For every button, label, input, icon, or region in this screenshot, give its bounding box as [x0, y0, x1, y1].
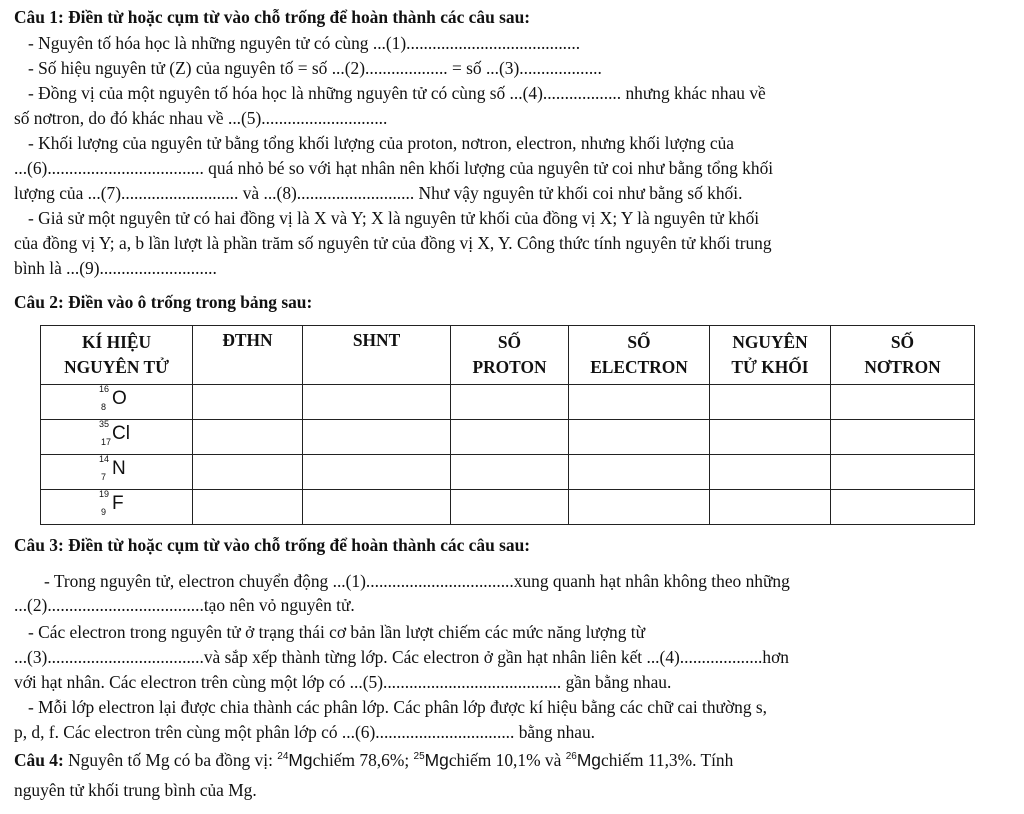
header-atomic-mass: NGUYÊN TỬ KHỐI	[710, 326, 831, 385]
q4-text-a: Nguyên tố Mg có ba đồng vị:	[63, 750, 278, 770]
symbol-cell	[41, 385, 193, 420]
q4-iso1-text: chiếm 78,6%;	[312, 750, 414, 770]
blank-cell[interactable]	[831, 490, 975, 525]
blank-cell[interactable]	[303, 385, 451, 420]
q4-line-1	[14, 752, 733, 769]
isotope-mg-24: $^{24}$Mg	[277, 750, 313, 770]
q1-line-10: bình là ...(9)...........................	[14, 258, 217, 278]
blank-cell[interactable]	[831, 455, 975, 490]
q1-line-5: - Khối lượng của nguyên tử bằng tổng khối lượng của proton, nơtron, electron, nhưng khối lượng của	[28, 133, 734, 153]
header-nuclear-charge: ĐTHN	[193, 326, 303, 385]
symbol-cell	[41, 490, 193, 525]
q3-line-6: - Mỗi lớp electron lại được chia thành các phân lớp. Các phân lớp được kí hiệu bằng các chữ cai thường s,	[28, 697, 767, 717]
blank-cell[interactable]	[303, 420, 451, 455]
q3-line-7: p, d, f. Các electron trên cùng một phân lớp có ...(6)................................ bằng nhau.	[14, 722, 596, 742]
q1-line-1: - Nguyên tố hóa học là những nguyên tử có cùng ...(1)........................................	[28, 33, 581, 53]
header-proton-count: SỐ PROTON	[451, 326, 569, 385]
isotope-mg-26: $^{26}$Mg	[565, 750, 601, 770]
q1-line-8: - Giả sử một nguyên tử có hai đồng vị là X và Y; X là nguyên tử khối của đồng vị X; Y là nguyên tử khối	[28, 208, 760, 228]
q3-line-5: với hạt nhân. Các electron trên cùng một lớp có ...(5)......................................... gần bằng nhau.	[14, 672, 672, 692]
atom-table	[40, 325, 975, 525]
blank-cell[interactable]	[451, 490, 569, 525]
blank-cell[interactable]	[831, 385, 975, 420]
q4-iso2-text: chiếm 10,1% và	[448, 750, 566, 770]
header-electron-count: SỐ ELECTRON	[569, 326, 710, 385]
q1-line-7: lượng của ...(7)........................... và ...(8)........................... Như vậy nguyên tử khối coi như bằng số khối.	[14, 183, 743, 203]
q3-title: Câu 3: Điền từ hoặc cụm từ vào chỗ trống để hoàn thành các câu sau:	[14, 535, 531, 555]
symbol-cell	[41, 455, 193, 490]
blank-cell[interactable]	[569, 490, 710, 525]
q4-label: Câu 4:	[14, 750, 64, 770]
blank-cell[interactable]	[451, 455, 569, 490]
blank-cell[interactable]	[193, 385, 303, 420]
blank-cell[interactable]	[303, 455, 451, 490]
blank-cell[interactable]	[451, 385, 569, 420]
isotope-symbol-cl: 35 17 Cl	[99, 419, 130, 448]
q3-line-3: - Các electron trong nguyên tử ở trạng thái cơ bản lần lượt chiếm các mức năng lượng từ	[28, 622, 646, 642]
blank-cell[interactable]	[710, 385, 831, 420]
q2-title: Câu 2: Điền vào ô trống trong bảng sau:	[14, 292, 313, 312]
header-atomic-number: SHNT	[303, 326, 451, 385]
header-neutron-count: SỐ NƠTRON	[831, 326, 975, 385]
isotope-symbol-f: 19 9 F	[99, 489, 124, 518]
blank-cell[interactable]	[831, 420, 975, 455]
q1-line-6: ...(6).................................... quá nhỏ bé so với hạt nhân nên khối lượng của nguyên tử coi như bằng tổng khối	[14, 158, 774, 178]
blank-cell[interactable]	[303, 490, 451, 525]
blank-cell[interactable]	[193, 490, 303, 525]
blank-cell[interactable]	[569, 455, 710, 490]
header-symbol: KÍ HIỆU NGUYÊN TỬ	[41, 326, 193, 385]
q4-iso3-text: chiếm 11,3%. Tính	[600, 750, 734, 770]
blank-cell[interactable]	[710, 420, 831, 455]
isotope-mg-25: $^{25}$Mg	[413, 750, 449, 770]
q1-line-3: - Đồng vị của một nguyên tố hóa học là những nguyên tử có cùng số ...(4).................. nhưng khác nhau về	[28, 83, 766, 103]
blank-cell[interactable]	[451, 420, 569, 455]
q1-line-2: - Số hiệu nguyên tử (Z) của nguyên tố = số ...(2)................... = số ...(3)...................	[28, 58, 602, 78]
q1-line-9: của đồng vị Y; a, b lần lượt là phần trăm số nguyên tử của đồng vị X, Y. Công thức tính nguyên tử khối trung	[14, 233, 772, 253]
table-row	[41, 385, 975, 420]
q3-line-1: - Trong nguyên tử, electron chuyển động ...(1)..................................xung quanh hạt nhân không theo những	[44, 571, 790, 591]
blank-cell[interactable]	[193, 455, 303, 490]
symbol-cell	[41, 420, 193, 455]
table-row	[41, 455, 975, 490]
table-row	[41, 420, 975, 455]
q4-line-2: nguyên tử khối trung bình của Mg.	[14, 780, 257, 800]
blank-cell[interactable]	[569, 385, 710, 420]
table-header-row	[41, 326, 975, 385]
blank-cell[interactable]	[193, 420, 303, 455]
blank-cell[interactable]	[569, 420, 710, 455]
q3-line-4: ...(3)....................................và sắp xếp thành từng lớp. Các electron ở gần hạt nhân liên kết ...(4)...................hơn	[14, 647, 789, 667]
isotope-symbol-o: 16 8 O	[99, 384, 127, 413]
q1-line-4: số nơtron, do đó khác nhau về ...(5).............................	[14, 108, 388, 128]
q3-line-2: ...(2)....................................tạo nên vỏ nguyên tử.	[14, 595, 355, 615]
q1-title: Câu 1: Điền từ hoặc cụm từ vào chỗ trống để hoàn thành các câu sau:	[14, 7, 531, 27]
isotope-symbol-n: 14 7 N	[99, 454, 126, 483]
blank-cell[interactable]	[710, 490, 831, 525]
table-row	[41, 490, 975, 525]
blank-cell[interactable]	[710, 455, 831, 490]
